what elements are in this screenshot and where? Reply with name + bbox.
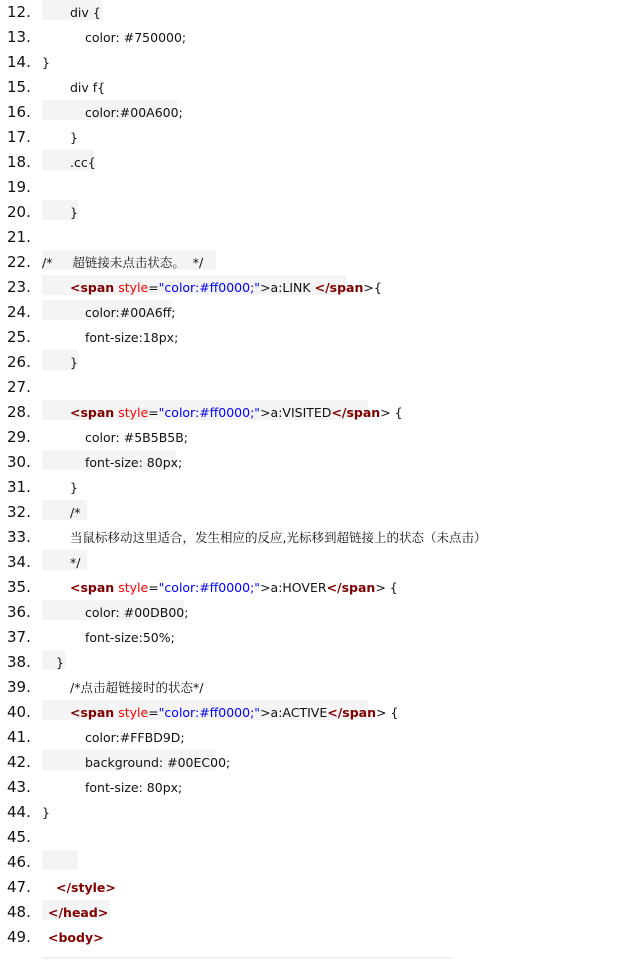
code-token: background: #00EC00; <box>85 755 231 770</box>
code-tag: style <box>71 880 106 895</box>
code-text <box>85 325 178 350</box>
code-token: = <box>148 405 159 420</box>
code-line <box>0 800 640 825</box>
code-tag: span <box>329 280 364 295</box>
code-line <box>0 550 640 575</box>
code-text <box>85 775 182 800</box>
code-token: >a:HOVER <box>260 580 327 595</box>
code-token: color: #5B5B5B; <box>85 430 189 445</box>
line-number: 47. <box>7 878 31 896</box>
code-line <box>0 900 640 925</box>
code-token: color:#00A600; <box>85 105 183 120</box>
code-token: > { <box>376 705 399 720</box>
code-line <box>0 925 640 950</box>
code-tag: span <box>80 580 115 595</box>
line-number: 12. <box>7 3 31 21</box>
code-line <box>0 75 640 100</box>
code-line <box>0 500 640 525</box>
code-text <box>70 700 398 725</box>
code-token: font-size: 80px; <box>85 780 183 795</box>
code-text <box>85 725 185 750</box>
code-token: > { <box>375 580 398 595</box>
code-line <box>0 100 640 125</box>
code-line <box>0 525 640 550</box>
code-line <box>0 475 640 500</box>
code-tag: span <box>346 405 381 420</box>
line-number: 35. <box>7 578 31 596</box>
line-number: 49. <box>7 928 31 946</box>
code-token: /* <box>70 505 81 520</box>
code-line <box>0 175 640 200</box>
line-number: 38. <box>7 653 31 671</box>
line-number: 21. <box>7 228 31 246</box>
line-number: 42. <box>7 753 31 771</box>
code-attr: style <box>118 280 149 295</box>
code-tag: < <box>70 705 81 720</box>
code-attr: style <box>118 580 149 595</box>
code-token: = <box>148 705 159 720</box>
code-line <box>0 650 640 675</box>
code-text <box>48 925 104 950</box>
code-tag: </ <box>48 905 64 920</box>
code-token: = <box>148 280 159 295</box>
line-number: 25. <box>7 328 31 346</box>
line-number: 29. <box>7 428 31 446</box>
code-text <box>85 750 230 775</box>
line-number: 16. <box>7 103 31 121</box>
code-text <box>70 475 78 500</box>
code-line <box>0 0 640 25</box>
code-line <box>0 300 640 325</box>
code-text <box>85 600 188 625</box>
code-text <box>70 500 80 525</box>
code-line <box>0 250 640 275</box>
code-tag: < <box>70 405 81 420</box>
line-number: 45. <box>7 828 31 846</box>
code-line <box>0 575 640 600</box>
code-token: /*点击超链接时的状态*/ <box>70 680 204 695</box>
code-tag: > <box>97 905 109 920</box>
code-tag: </ <box>331 405 347 420</box>
code-val: "color:#ff0000;" <box>158 705 261 720</box>
code-token: >a:LINK <box>260 280 315 295</box>
code-line <box>0 825 640 850</box>
code-line <box>0 125 640 150</box>
code-token: >a:ACTIVE <box>260 705 328 720</box>
code-tag: < <box>70 580 81 595</box>
code-text <box>42 250 203 275</box>
code-token: 当鼠标移动这里适合，发生相应的反应,光标移到超链接上的状态（未点击） <box>70 530 487 545</box>
code-token: } <box>42 55 50 70</box>
code-val: "color:#ff0000;" <box>158 405 261 420</box>
line-number: 18. <box>7 153 31 171</box>
line-number: 23. <box>7 278 31 296</box>
code-token: } <box>56 655 64 670</box>
code-token: > { <box>380 405 403 420</box>
code-text <box>42 50 50 75</box>
code-line <box>0 375 640 400</box>
code-token: >a:VISITED <box>260 405 332 420</box>
code-tag: </ <box>327 705 343 720</box>
code-line <box>0 600 640 625</box>
code-line <box>0 425 640 450</box>
line-number: 44. <box>7 803 31 821</box>
code-token: color: #750000; <box>85 30 187 45</box>
line-number: 32. <box>7 503 31 521</box>
code-tag: > <box>93 930 104 945</box>
code-token: } <box>70 205 78 220</box>
line-number: 36. <box>7 603 31 621</box>
code-token: */ <box>70 555 81 570</box>
code-line <box>0 275 640 300</box>
code-text <box>70 550 80 575</box>
line-number: 31. <box>7 478 31 496</box>
code-text <box>42 800 50 825</box>
code-val: "color:#ff0000;" <box>158 280 261 295</box>
code-tag: head <box>63 905 98 920</box>
code-token: font-size:18px; <box>85 330 179 345</box>
code-line <box>0 775 640 800</box>
code-text <box>70 125 78 150</box>
line-number: 34. <box>7 553 31 571</box>
code-text <box>48 900 108 925</box>
code-token: .cc{ <box>70 155 96 170</box>
line-number: 37. <box>7 628 31 646</box>
code-text <box>70 350 78 375</box>
code-text <box>85 25 186 50</box>
code-tag: > <box>105 880 116 895</box>
code-text <box>70 400 403 425</box>
line-number: 27. <box>7 378 31 396</box>
line-number: 20. <box>7 203 31 221</box>
line-number: 17. <box>7 128 31 146</box>
code-line <box>0 25 640 50</box>
line-number: 15. <box>7 78 31 96</box>
code-text <box>85 425 188 450</box>
code-text <box>70 675 203 700</box>
code-tag: < <box>70 280 81 295</box>
code-text <box>70 150 96 175</box>
code-token: color:#00A6ff; <box>85 305 176 320</box>
code-text <box>70 0 101 25</box>
code-line <box>0 325 640 350</box>
code-token: div { <box>70 5 101 20</box>
code-text <box>56 875 116 900</box>
code-text <box>56 650 64 675</box>
code-text <box>70 75 105 100</box>
divider <box>42 957 452 959</box>
code-tag: </ <box>56 880 72 895</box>
line-number: 24. <box>7 303 31 321</box>
code-text <box>70 200 78 225</box>
code-token: } <box>70 130 78 145</box>
code-line <box>0 400 640 425</box>
code-tag: < <box>48 930 59 945</box>
code-token: color: #00DB00; <box>85 605 189 620</box>
code-attr: style <box>118 405 149 420</box>
code-token: } <box>42 805 50 820</box>
line-number: 26. <box>7 353 31 371</box>
code-text <box>70 525 486 550</box>
code-text <box>70 575 398 600</box>
code-text <box>85 100 183 125</box>
line-number: 40. <box>7 703 31 721</box>
code-token: } <box>70 480 78 495</box>
line-number: 39. <box>7 678 31 696</box>
line-number: 41. <box>7 728 31 746</box>
line-number: 14. <box>7 53 31 71</box>
code-line <box>0 225 640 250</box>
code-line <box>0 675 640 700</box>
code-line <box>0 725 640 750</box>
code-token: div f{ <box>70 80 106 95</box>
code-tag: span <box>80 280 115 295</box>
code-tag: body <box>58 930 94 945</box>
code-tag: </ <box>314 280 330 295</box>
code-token: font-size:50%; <box>85 630 175 645</box>
code-token: color:#FFBD9D; <box>85 730 185 745</box>
code-line <box>0 350 640 375</box>
code-line <box>0 200 640 225</box>
code-line <box>0 150 640 175</box>
code-text <box>85 300 175 325</box>
line-number: 30. <box>7 453 31 471</box>
code-text <box>85 450 182 475</box>
line-highlight <box>42 850 78 870</box>
code-token: = <box>148 580 159 595</box>
code-token: font-size: 80px; <box>85 455 183 470</box>
line-number: 46. <box>7 853 31 871</box>
code-token: >{ <box>363 280 382 295</box>
code-line <box>0 875 640 900</box>
code-token: } <box>70 355 78 370</box>
line-number: 43. <box>7 778 31 796</box>
code-text <box>70 275 382 300</box>
code-line <box>0 850 640 875</box>
code-tag: span <box>80 405 115 420</box>
code-tag: span <box>80 705 115 720</box>
code-text <box>85 625 175 650</box>
code-line <box>0 700 640 725</box>
line-number: 13. <box>7 28 31 46</box>
code-line <box>0 50 640 75</box>
line-number: 33. <box>7 528 31 546</box>
code-line <box>0 450 640 475</box>
code-tag: span <box>342 705 377 720</box>
line-number: 19. <box>7 178 31 196</box>
code-attr: style <box>118 705 149 720</box>
code-tag: </ <box>326 580 342 595</box>
code-token: /* 超链接未点击状态。 */ <box>42 255 204 270</box>
code-val: "color:#ff0000;" <box>158 580 261 595</box>
line-number: 22. <box>7 253 31 271</box>
line-number: 48. <box>7 903 31 921</box>
code-line <box>0 750 640 775</box>
code-tag: span <box>341 580 376 595</box>
line-number: 28. <box>7 403 31 421</box>
code-line <box>0 625 640 650</box>
